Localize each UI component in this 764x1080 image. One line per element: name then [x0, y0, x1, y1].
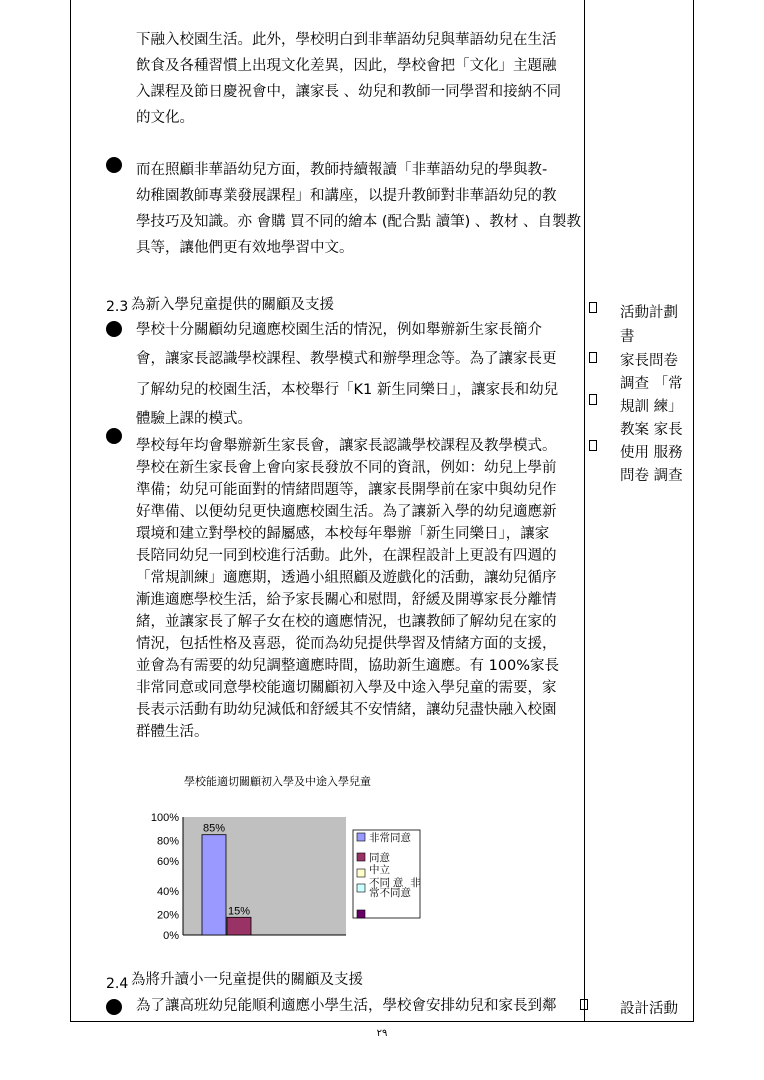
- evidence-item: 活動計劃: [620, 305, 678, 321]
- section-number: 2.3: [106, 299, 129, 315]
- checkbox-icon: [580, 999, 588, 1010]
- section-title: 為新入學兒童提供的關顧及支援: [131, 297, 334, 313]
- evidence-item: 規訓 練」: [620, 399, 683, 415]
- bullet3-line: 漸進適應學校生活，給予家長關心和慰問，舒緩及開導家長分離情: [136, 592, 557, 608]
- section-number: 2.4: [106, 976, 129, 992]
- legend-swatch: [357, 884, 365, 892]
- column-divider: [584, 0, 585, 1022]
- bullet3-line: 緒，並讓家長了解子女在校的適應情況，也讓教師了解幼兒在家的: [136, 614, 557, 630]
- evidence-item: 問卷 調查: [620, 468, 683, 484]
- checkbox-icon: [589, 394, 597, 405]
- para-top-line: 入課程及節日慶祝會中，讓家長 、幼兒和教師一同學習和接納不同: [136, 84, 562, 100]
- bullet3-line: 學校每年均會舉辦新生家長會，讓家長認識學校課程及教學模式。: [136, 438, 557, 454]
- bullet3-line: 環境和建立對學校的歸屬感，本校每年舉辦「新生同樂日」，讓家: [136, 526, 550, 542]
- legend-label: 非常同意: [369, 832, 411, 844]
- bullet2-line: 體驗上課的模式。: [136, 411, 252, 427]
- bullet2-line: 會，讓家長認識學校課程、教學模式和辦學理念等。為了讓家長更: [136, 351, 557, 367]
- legend-swatch: [357, 853, 365, 861]
- bullet3-line: 非常同意或同意學校能適切關顧初入學及中途入學兒童的需要，家: [136, 680, 557, 696]
- evidence-item: 調查 「常: [620, 376, 683, 392]
- y-tick-label: 80%: [156, 835, 179, 848]
- bullet3-line: 並會為有需要的幼兒調整適應時間，協助新生適應。有 100%家長: [136, 658, 560, 674]
- y-tick-label: 20%: [156, 909, 179, 922]
- legend-label: 常不同意: [369, 887, 411, 899]
- bullet1-line: 具等，讓他們更有效地學習中文。: [136, 240, 354, 256]
- legend-swatch: [357, 869, 365, 877]
- evidence-item: 使用 服務: [620, 445, 683, 461]
- bullet-icon: [106, 157, 122, 173]
- y-tick-label: 0%: [163, 930, 179, 942]
- chart-title: 學校能適切關顧初入學及中途入學兒童: [184, 776, 371, 788]
- bar-data-label: 15%: [227, 905, 251, 918]
- bullet3-line: 好準備、以便幼兒更快適應校園生活。為了讓新入學的幼兒適應新: [136, 504, 557, 520]
- evidence-item: 設計活動: [620, 1001, 678, 1017]
- bullet3-line: 情況，包括性格及喜惡，從而為幼兒提供學習及情緒方面的支援，: [136, 636, 557, 652]
- bullet4-line: 為了讓高班幼兒能順利適應小學生活，學校會安排幼兒和家長到鄰: [136, 998, 557, 1014]
- bullet3-line: 長表示活動有助幼兒減低和舒緩其不安情緒，讓幼兒盡快融入校園: [136, 702, 557, 718]
- para-top-line: 飲食及各種習慣上出現文化差異，因此，學校會把「文化」主題融: [136, 58, 557, 74]
- bullet1-line: 幼稚園教師專業發展課程」和講座，以提升教師對非華語幼兒的教: [136, 188, 557, 204]
- bullet2-line: 學校十分關顧幼兒適應校園生活的情況，例如舉辦新生家長簡介: [136, 322, 542, 338]
- bullet-icon: [106, 321, 122, 337]
- para-top-line: 下融入校園生活。此外，學校明白到非華語幼兒與華語幼兒在生活: [136, 32, 557, 48]
- legend-label: 中立: [369, 864, 390, 876]
- evidence-item: 家長問卷: [620, 353, 678, 369]
- checkbox-icon: [589, 352, 597, 363]
- bar-data-label: 85%: [202, 822, 226, 835]
- evidence-item: 教案 家長: [620, 422, 683, 438]
- section-title: 為將升讀小一兒童提供的關顧及支援: [131, 972, 363, 988]
- legend-label: 非: [410, 877, 421, 889]
- bullet-icon: [106, 999, 122, 1015]
- bullet3-line: 群體生活。: [136, 724, 209, 740]
- legend-swatch: [357, 910, 365, 918]
- legend-swatch: [357, 833, 365, 841]
- bullet3-line: 長陪同幼兒一同到校進行活動。此外，在課程設計上更設有四週的: [136, 548, 557, 564]
- legend-label: 不同 意: [369, 877, 404, 889]
- legend-label: 同意: [369, 852, 390, 864]
- para-top-line: 的文化。: [136, 110, 194, 126]
- checkbox-icon: [589, 302, 597, 313]
- bar: [227, 917, 251, 935]
- bullet3-line: 「常規訓練」適應期，透過小組照顧及遊戲化的活動，讓幼兒循序: [136, 570, 557, 586]
- evidence-item: 書: [620, 329, 635, 345]
- bullet3-line: 準備；幼兒可能面對的情緒問題等，讓家長開學前在家中與幼兒作: [136, 482, 557, 498]
- bar: [202, 835, 226, 935]
- bullet1-line: 學技巧及知識。亦 會購 買不同的繪本 (配合點 讀筆) 、教材 、自製教: [136, 214, 581, 230]
- y-tick-label: 100%: [150, 812, 179, 824]
- checkbox-icon: [589, 440, 597, 451]
- bullet2-line: 了解幼兒的校園生活，本校舉行「K1 新生同樂日」，讓家長和幼兒: [136, 382, 559, 398]
- y-tick-label: 40%: [156, 885, 179, 898]
- bullet-icon: [106, 428, 122, 444]
- y-tick-label: 60%: [156, 856, 179, 869]
- bullet1-line: 而在照顧非華語幼兒方面，教師持續報讀「非華語幼兒的學與教-: [136, 162, 548, 178]
- page-number: ٢٩: [376, 1028, 388, 1039]
- survey-bar-chart: [140, 770, 440, 950]
- bullet3-line: 學校在新生家長會上會向家長發放不同的資訊，例如：幼兒上學前: [136, 460, 557, 476]
